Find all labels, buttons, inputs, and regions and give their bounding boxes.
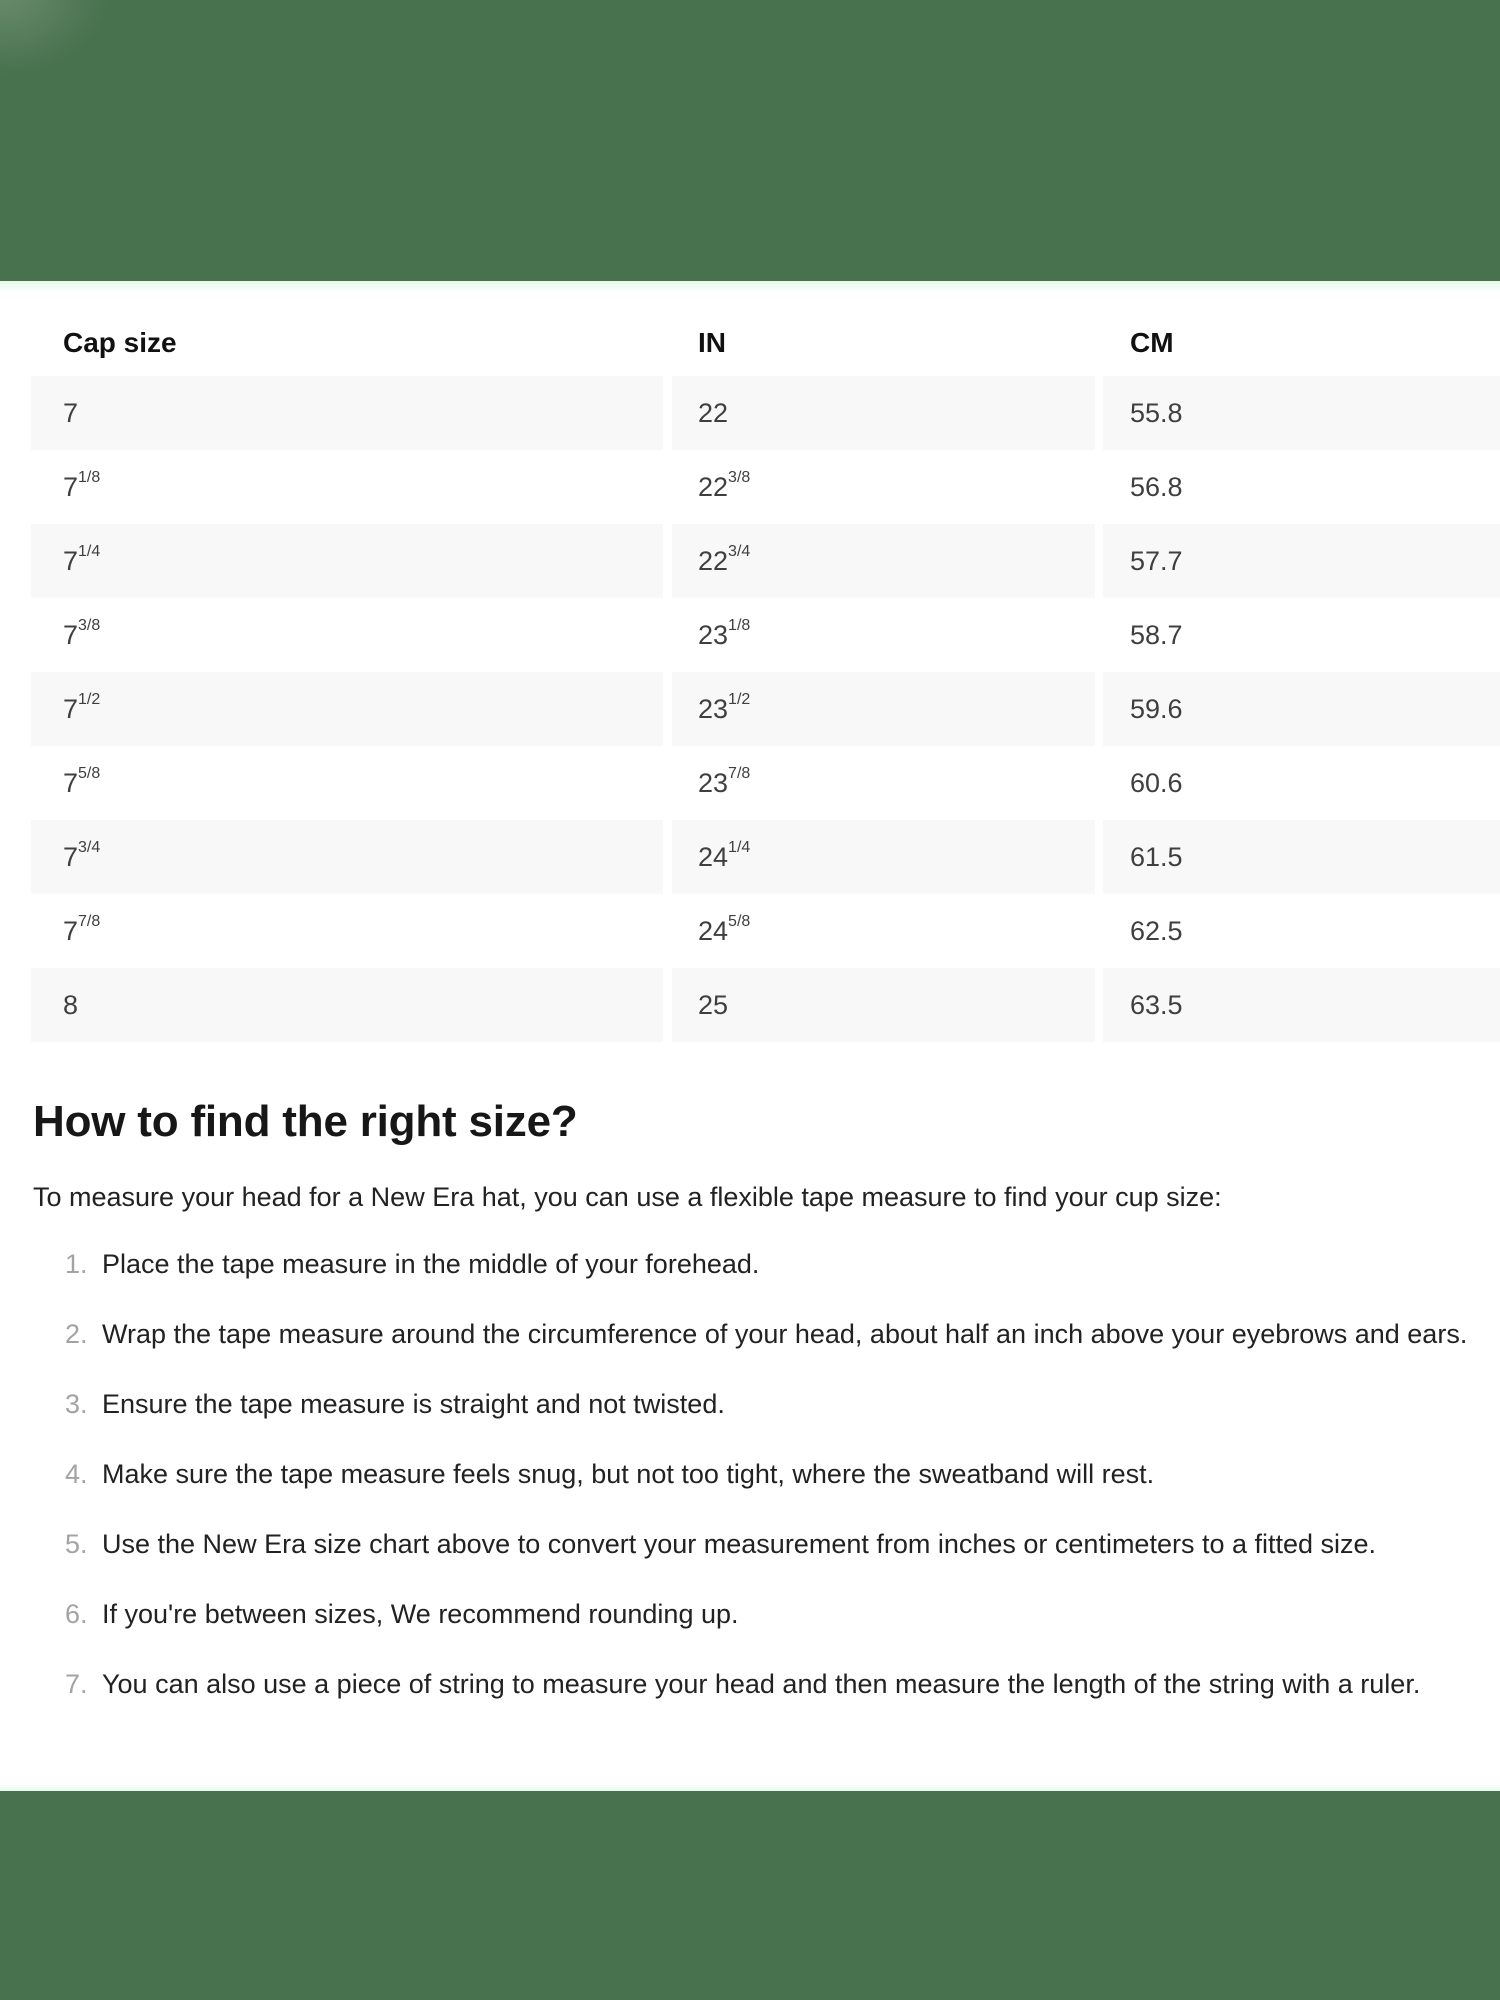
column-gap <box>663 746 672 820</box>
inches-cell: 25 <box>672 968 1095 1042</box>
column-header-cap-size: Cap size <box>63 327 177 358</box>
inches-cell: 23 1/2 <box>672 672 1095 746</box>
step-number: 5. <box>65 1529 88 1559</box>
inches-cell: 23 7/8 <box>698 765 751 798</box>
cap-size-cell: 7 3/8 <box>63 617 101 650</box>
step-item <box>0 1527 1500 1561</box>
column-gap <box>1095 746 1103 820</box>
column-gap <box>663 968 672 1042</box>
banner-mint-edge-bottom <box>0 1783 1500 1791</box>
column-gap <box>663 376 672 450</box>
inches-cell: 22 <box>672 376 1095 450</box>
table-row <box>31 598 1500 672</box>
column-gap <box>663 672 672 746</box>
inches-cell: 23 1/8 <box>698 617 751 650</box>
banner-glare <box>0 0 130 90</box>
step-item <box>0 1387 1500 1421</box>
step-number: 2. <box>65 1319 88 1349</box>
fraction-superscript: 3/4 <box>78 839 101 856</box>
step-number: 6. <box>65 1599 88 1629</box>
fraction-superscript: 5/8 <box>78 765 101 782</box>
bottom-banner <box>0 1791 1500 2000</box>
cap-size-cell: 7 1/8 <box>63 469 101 502</box>
cap-size-cell: 7 5/8 <box>63 765 101 798</box>
table-row <box>31 376 1500 450</box>
cap-size-cell: 7 1/2 <box>31 672 663 746</box>
cm-cell: 59.6 <box>1103 672 1500 746</box>
size-chart <box>0 327 1500 1042</box>
step-number: 7. <box>65 1669 88 1699</box>
size-chart-body <box>0 376 1500 1042</box>
step-number: 3. <box>65 1389 88 1419</box>
table-row <box>31 672 1500 746</box>
fraction-superscript: 3/8 <box>728 469 751 486</box>
column-gap <box>1095 450 1103 524</box>
cm-cell: 61.5 <box>1103 820 1500 894</box>
column-gap <box>1095 672 1103 746</box>
fraction-superscript: 3/8 <box>78 617 101 634</box>
cap-size-cell: 7 3/4 <box>31 820 663 894</box>
column-gap <box>1095 598 1103 672</box>
column-gap <box>1095 330 1103 356</box>
fraction-superscript: 7/8 <box>728 765 751 782</box>
fraction-superscript: 7/8 <box>78 913 101 930</box>
table-row <box>31 968 1500 1042</box>
step-item <box>0 1317 1500 1351</box>
fraction-superscript: 1/4 <box>728 839 751 856</box>
banner-mint-edge <box>0 281 1500 293</box>
step-text: Make sure the tape measure feels snug, but not too tight, where the sweatband will rest. <box>102 1459 1155 1489</box>
column-gap <box>1095 894 1103 968</box>
cap-size-cell: 8 <box>31 968 663 1042</box>
column-gap <box>1095 968 1103 1042</box>
column-gap <box>663 524 672 598</box>
step-item <box>0 1457 1500 1491</box>
step-text: If you're between sizes, We recommend rounding up. <box>102 1599 739 1629</box>
fraction-superscript: 3/4 <box>728 543 751 560</box>
table-row <box>31 894 1500 968</box>
column-gap <box>663 598 672 672</box>
inches-cell: 24 1/4 <box>672 820 1095 894</box>
fraction-superscript: 1/8 <box>78 469 101 486</box>
inches-cell: 22 3/4 <box>672 524 1095 598</box>
fraction-superscript: 5/8 <box>728 913 751 930</box>
cm-cell: 60.6 <box>1130 767 1183 798</box>
column-gap <box>663 450 672 524</box>
fraction-superscript: 1/2 <box>78 691 101 708</box>
step-item <box>0 1247 1500 1281</box>
column-gap <box>663 330 672 356</box>
column-header-in: IN <box>698 327 726 358</box>
step-text: Use the New Era size chart above to convert your measurement from inches or centimeters to a fitted size. <box>102 1529 1377 1559</box>
step-number: 4. <box>65 1459 88 1489</box>
cm-cell: 57.7 <box>1103 524 1500 598</box>
size-chart-header-row <box>31 327 1500 358</box>
step-text: Wrap the tape measure around the circumference of your head, about half an inch above your eyebrows and ears. <box>102 1319 1468 1349</box>
fraction-superscript: 1/2 <box>728 691 751 708</box>
cap-size-cell: 7 <box>31 376 663 450</box>
fraction-superscript: 1/8 <box>728 617 751 634</box>
cm-cell: 55.8 <box>1103 376 1500 450</box>
table-row <box>31 524 1500 598</box>
bottom-spacer <box>0 1701 1500 1783</box>
cm-cell: 56.8 <box>1130 471 1183 502</box>
measuring-steps-list <box>0 1247 1500 1701</box>
cap-size-cell: 7 1/4 <box>31 524 663 598</box>
column-gap <box>1095 376 1103 450</box>
step-text: Ensure the tape measure is straight and not twisted. <box>102 1389 725 1419</box>
step-text: Place the tape measure in the middle of your forehead. <box>102 1249 760 1279</box>
column-gap <box>663 894 672 968</box>
step-item <box>0 1667 1500 1701</box>
table-row <box>31 820 1500 894</box>
step-text: You can also use a piece of string to measure your head and then measure the length of the string with a ruler. <box>102 1669 1421 1699</box>
inches-cell: 24 5/8 <box>698 913 751 946</box>
column-gap <box>1095 820 1103 894</box>
table-row <box>31 746 1500 820</box>
step-item <box>0 1597 1500 1631</box>
inches-cell: 22 3/8 <box>698 469 751 502</box>
top-banner <box>0 0 1500 281</box>
column-header-cm: CM <box>1130 327 1174 358</box>
cap-size-cell: 7 7/8 <box>63 913 101 946</box>
table-row <box>31 450 1500 524</box>
column-gap <box>663 820 672 894</box>
cm-cell: 62.5 <box>1130 915 1183 946</box>
guide-heading: How to find the right size? <box>33 1097 578 1146</box>
column-gap <box>1095 524 1103 598</box>
cm-cell: 58.7 <box>1130 619 1183 650</box>
fraction-superscript: 1/4 <box>78 543 101 560</box>
cm-cell: 63.5 <box>1103 968 1500 1042</box>
guide-intro: To measure your head for a New Era hat, you can use a flexible tape measure to find your cup size: <box>33 1182 1222 1212</box>
step-number: 1. <box>65 1249 88 1279</box>
